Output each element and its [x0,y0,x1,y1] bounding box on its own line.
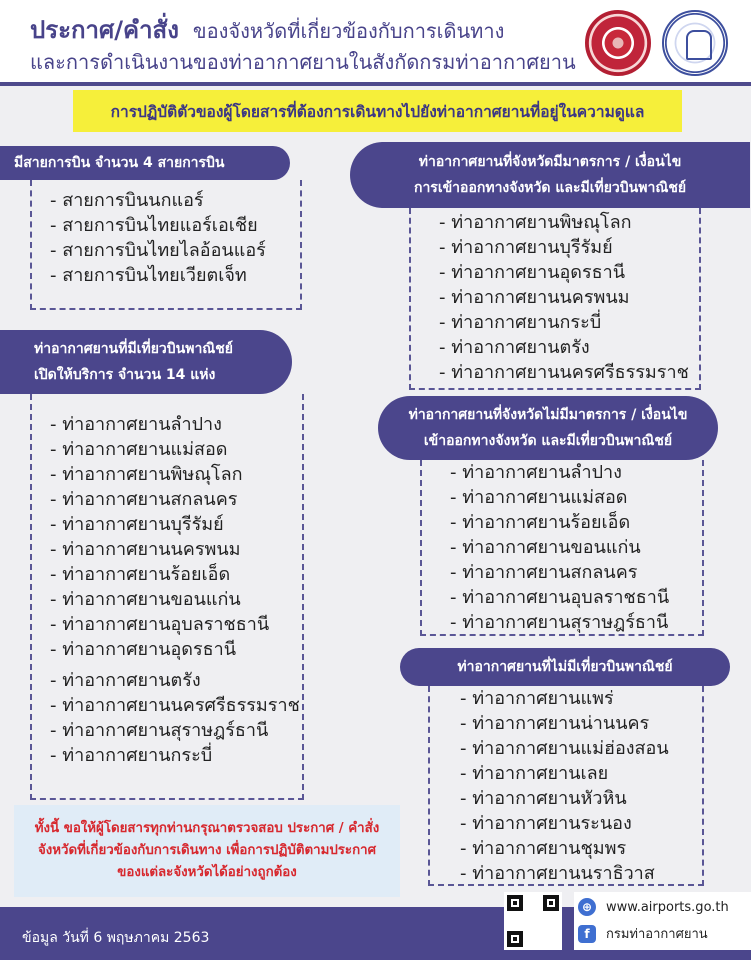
qr-finder [507,931,523,947]
department-of-airports-logo [662,10,728,76]
list-item: - ท่าอากาศยานแม่สอด [450,487,628,508]
no-commercial-airports-heading [400,648,730,686]
list-item: - ท่าอากาศยานระนอง [460,813,632,834]
list-item: - ท่าอากาศยานอุดรธานี [50,639,237,660]
list-item: - ท่าอากาศยานพิษณุโลก [439,212,632,233]
list-item: - ท่าอากาศยานนครศรีธรรมราช [439,362,689,383]
list-item: - ท่าอากาศยานอุบลราชธานี [50,614,270,635]
list-item: - ท่าอากาศยานบุรีรัมย์ [439,237,613,258]
commercial-heading-line1: ท่าอากาศยานที่มีเที่ยวบินพาณิชย์ [34,341,233,357]
list-item: - ท่าอากาศยานตรัง [439,337,590,358]
list-item: - ท่าอากาศยานแม่ฮ่องสอน [460,738,669,759]
unrestricted-heading-line1: ท่าอากาศยานที่จังหวัดไม่มีมาตรการ / เงื่อนไข [408,407,688,423]
list-item: - ท่าอากาศยานลำปาง [50,414,222,435]
instruction-banner: การปฏิบัติตัวของผู้โดยสารที่ต้องการเดินทางไปยังท่าอากาศยานที่อยู่ในความดูแล [73,90,682,132]
list-item: - สายการบินไทยเวียตเจ็ท [50,265,247,286]
list-item: - สายการบินไทยไลอ้อนแอร์ [50,240,266,261]
list-item: - ท่าอากาศยานกระบี่ [439,312,602,333]
list-item: - ท่าอากาศยานพิษณุโลก [50,464,243,485]
no-commercial-airports-box [428,686,704,886]
airlines-list [32,180,300,288]
qr-finder [543,895,559,911]
province-seal-logo [585,10,651,76]
list-item: - ท่าอากาศยานร้อยเอ็ด [450,512,631,533]
list-item: - ท่าอากาศยานอุบลราชธานี [450,587,670,608]
unrestricted-heading-line2: เข้าออกทางจังหวัด และมีเที่ยวบินพาณิชย์ [423,433,673,449]
list-item: - ท่าอากาศยานอุดรธานี [439,262,626,283]
page-title [30,10,504,49]
list-item: - ท่าอากาศยานสกลนคร [450,562,638,583]
list-item: - ท่าอากาศยานแพร่ [460,688,614,709]
no-commercial-heading-text: ท่าอากาศยานที่ไม่มีเที่ยวบินพาณิชย์ [457,659,673,675]
restricted-heading-line1: ท่าอากาศยานที่จังหวัดมีมาตรการ / เงื่อนไข [418,154,682,170]
commercial-heading-line2: เปิดให้บริการ จำนวน 14 แห่ง [34,367,216,383]
website-link[interactable] [578,898,729,916]
list-item: - สายการบินไทยแอร์เอเชีย [50,215,258,236]
airlines-heading-text: มีสายการบิน จำนวน 4 สายการบิน [14,155,225,171]
notice-box [14,805,400,897]
list-item: - ท่าอากาศยานสกลนคร [50,489,238,510]
list-item: - ท่าอากาศยานร้อยเอ็ด [50,564,231,585]
restricted-airports-box [409,208,701,390]
list-item: - ท่าอากาศยานสุราษฎร์ธานี [50,720,269,741]
list-item: - ท่าอากาศยานสุราษฎร์ธานี [450,612,669,633]
restricted-heading-line2: การเข้าออกทางจังหวัด และมีเที่ยวบินพาณิชย์ [413,180,687,196]
list-item: - ท่าอากาศยานลำปาง [450,462,622,483]
header [0,0,751,86]
unrestricted-airports-box [420,460,704,636]
list-item: - ท่าอากาศยานตรัง [50,670,201,691]
title-strong: ประกาศ/คำสั่ง [30,16,179,44]
qr-code[interactable] [504,892,562,950]
commercial-airports-heading [0,330,292,394]
commercial-airports-box [30,394,304,800]
restricted-airports-list [411,208,699,385]
facebook-link[interactable] [578,923,708,944]
list-item: - สายการบินนกแอร์ [50,190,204,211]
list-item: - ท่าอากาศยานขอนแก่น [450,537,641,558]
airlines-box [30,180,302,310]
list-item: - ท่าอากาศยานเลย [460,763,609,784]
list-item: - ท่าอากาศยานชุมพร [460,838,627,859]
restricted-airports-heading [350,142,750,208]
list-item: - ท่าอากาศยานหัวหิน [460,788,627,809]
unrestricted-airports-heading [378,396,718,460]
list-item: - ท่าอากาศยานแม่สอด [50,439,228,460]
qr-finder [507,895,523,911]
facebook-icon: f [578,925,596,943]
commercial-airports-list [32,394,302,768]
airlines-heading [0,146,290,180]
website-text: www.airports.go.th [606,899,729,915]
data-date: ข้อมูล วันที่ 6 พฤษภาคม 2563 [22,930,210,946]
notice-line-3: ของแต่ละจังหวัดได้อย่างถูกต้อง [117,865,297,880]
notice-line-1: ทั้งนี้ ขอให้ผู้โดยสารทุกท่านกรุณาตรวจสอบ ประกาศ / คำสั่ง [34,821,380,836]
list-item: - ท่าอากาศยานนครศรีธรรมราช [50,695,300,716]
globe-icon: ⊕ [578,898,596,916]
notice-line-2: จังหวัดที่เกี่ยวข้องกับการเดินทาง เพื่อการปฏิบัติตามประกาศ [37,843,377,858]
list-item: - ท่าอากาศยานขอนแก่น [50,589,241,610]
unrestricted-airports-list [422,460,702,635]
list-item: - ท่าอากาศยานนครพนม [50,539,241,560]
list-item: - ท่าอากาศยานบุรีรัมย์ [50,514,224,535]
list-item: - ท่าอากาศยานกระบี่ [50,745,213,766]
list-item: - ท่าอากาศยานนครพนม [439,287,630,308]
list-item: - ท่าอากาศยานนราธิวาส [460,863,655,884]
page-subtitle: และการดำเนินงานของท่าอากาศยานในสังกัดกรมท่าอากาศยาน [30,50,576,74]
list-item: - ท่าอากาศยานน่านนคร [460,713,650,734]
facebook-text: กรมท่าอากาศยาน [606,927,708,942]
title-rest: ของจังหวัดที่เกี่ยวข้องกับการเดินทาง [192,19,505,43]
no-commercial-airports-list [430,686,702,886]
